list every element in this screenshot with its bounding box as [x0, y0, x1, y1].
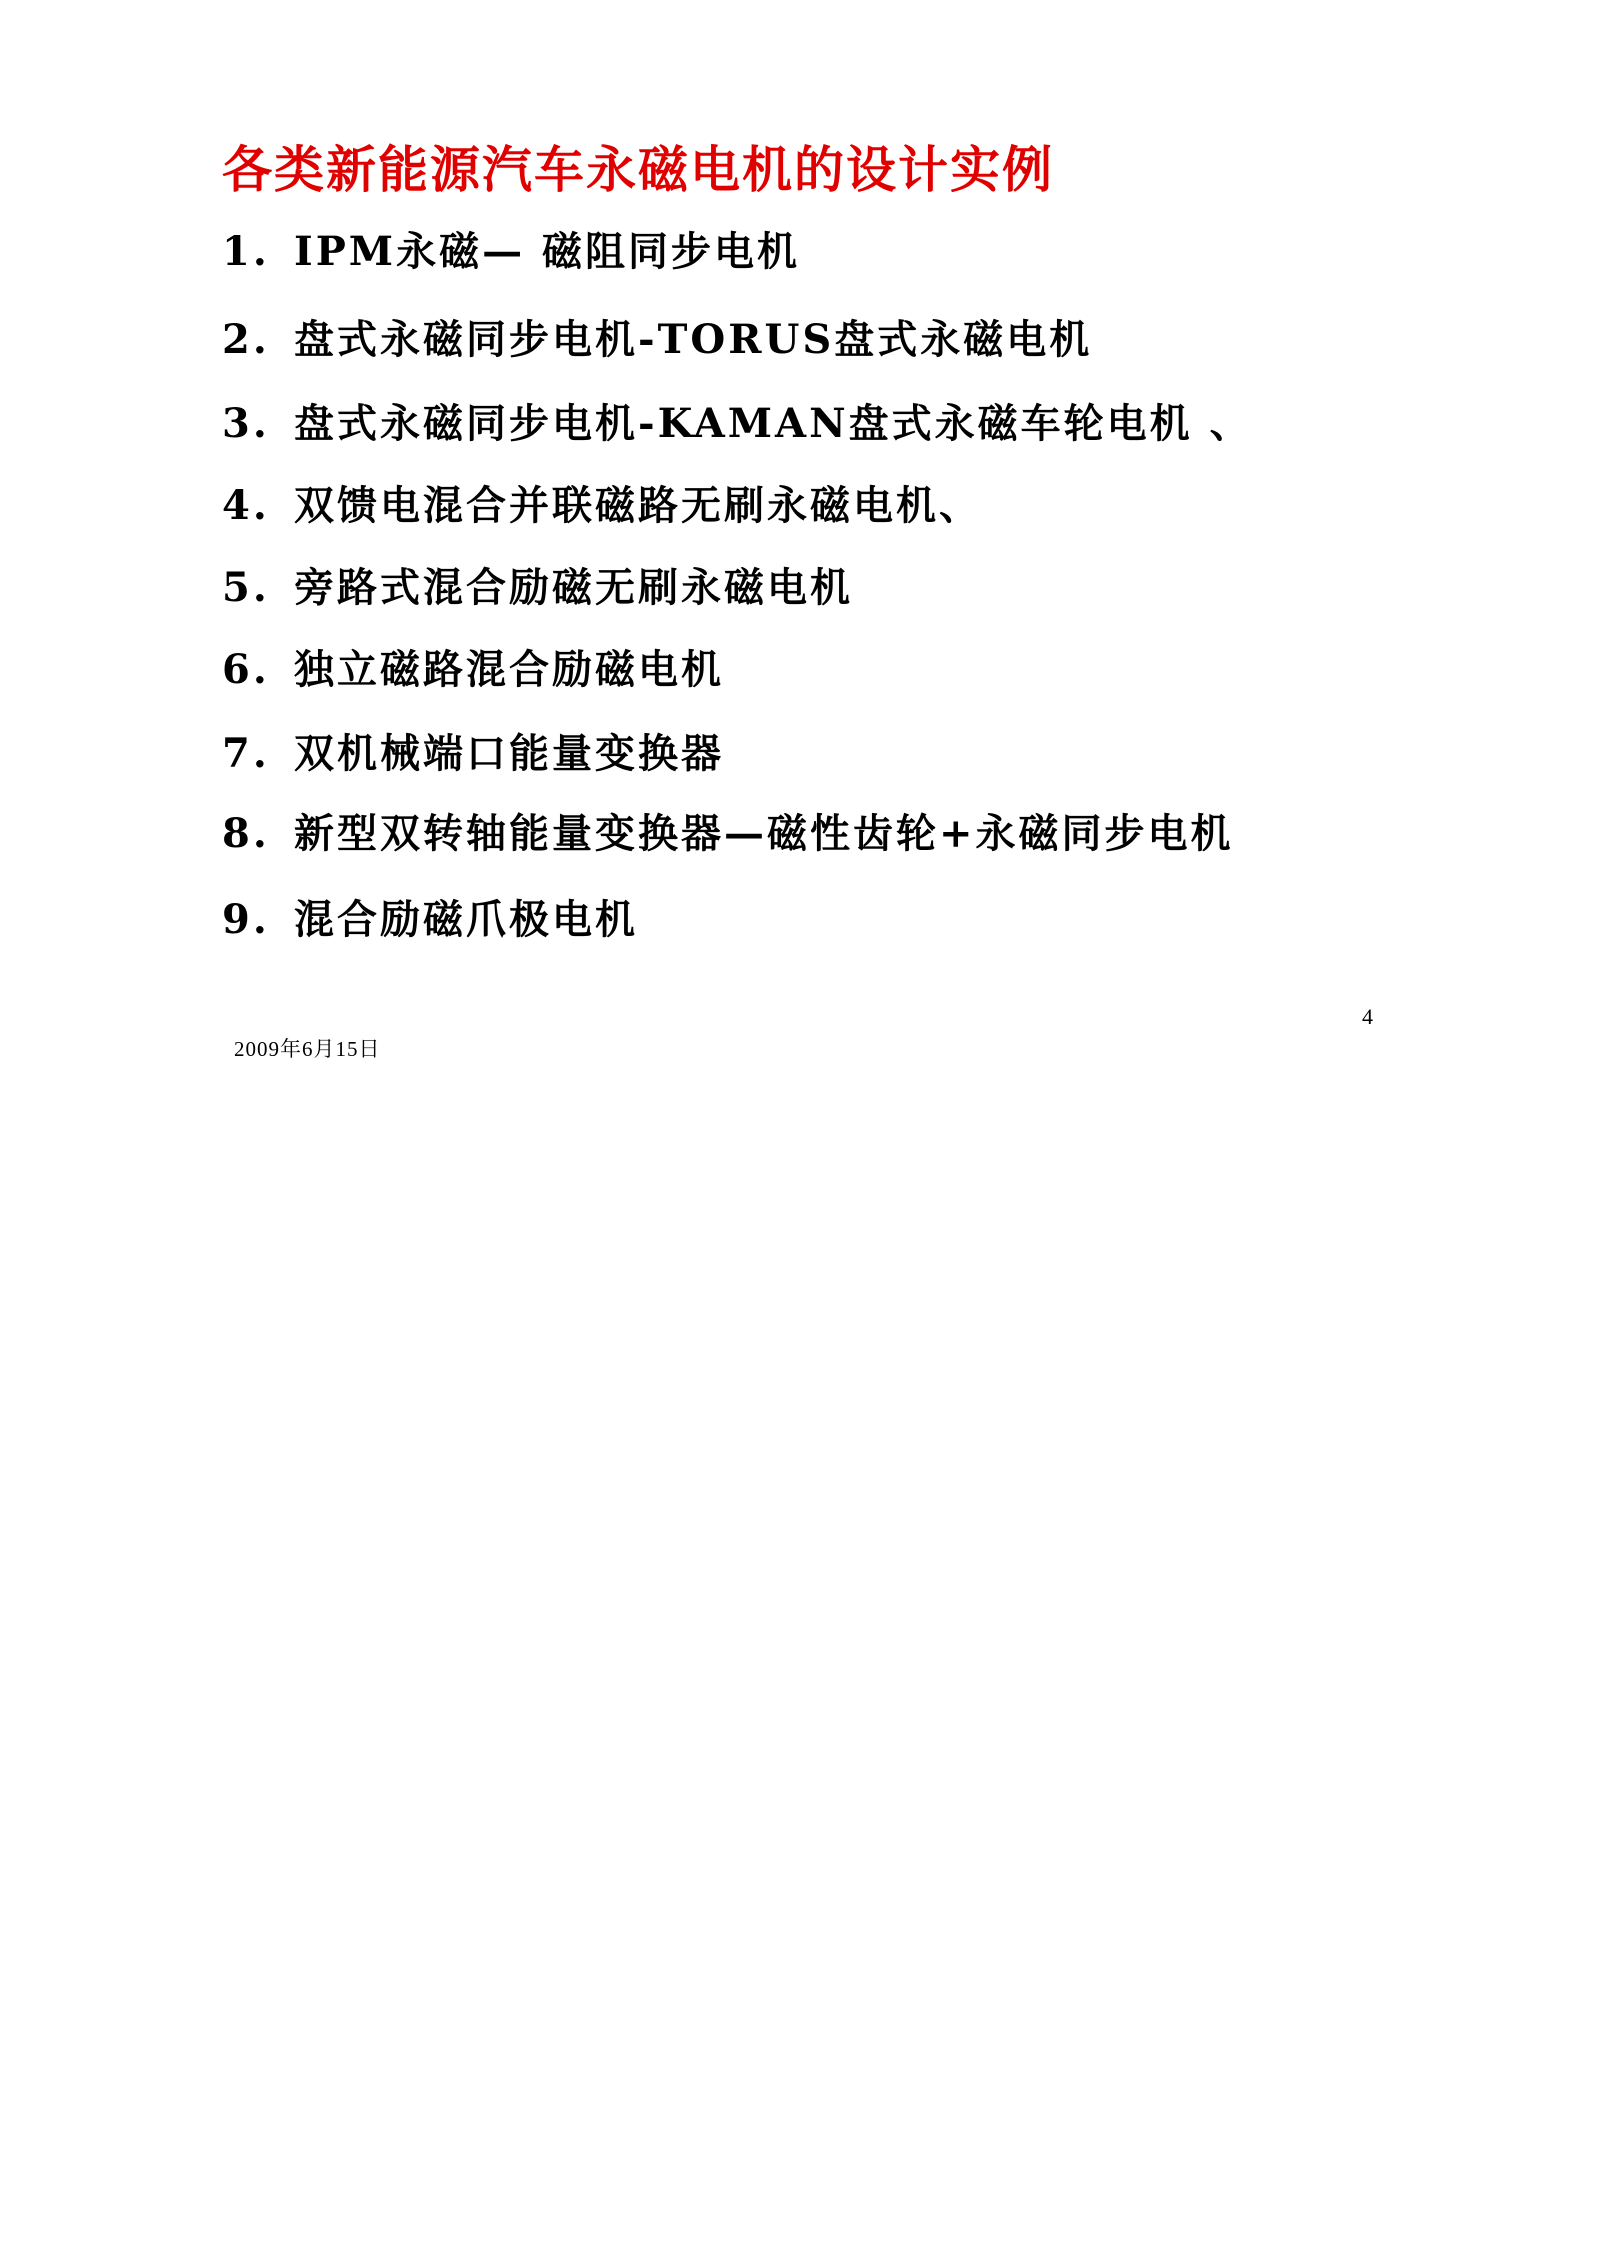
list-item — [222, 896, 638, 944]
footer-date: 2009年6月15日 — [234, 1037, 381, 1061]
list-item-text: 新型双转轴能量变换器—磁性齿轮+永磁同步电机 — [294, 810, 1234, 857]
list-item-text: 盘式永磁同步电机-KAMAN盘式永磁车轮电机 、 — [294, 400, 1253, 447]
list-item — [222, 646, 724, 694]
list-item-number: 2. — [222, 316, 270, 363]
page-title: 各类新能源汽车永磁电机的设计实例 — [222, 140, 1054, 199]
list-item — [222, 810, 1234, 858]
list-item — [222, 482, 982, 530]
list-item-text: 旁路式混合励磁无刷永磁电机 — [294, 564, 853, 611]
list-item-number: 3. — [222, 400, 270, 447]
list-item — [222, 400, 1253, 448]
list-item — [222, 730, 724, 778]
list-item-text: 双机械端口能量变换器 — [294, 730, 724, 777]
list-item-number: 5. — [222, 564, 270, 611]
list-item-number: 8. — [222, 810, 270, 857]
page-number: 4 — [1362, 1004, 1373, 1029]
list-item-number: 6. — [222, 646, 270, 693]
list-item-text: IPM永磁— 磁阻同步电机 — [294, 228, 800, 275]
list-item — [222, 564, 853, 612]
list-item-text: 独立磁路混合励磁电机 — [294, 646, 724, 693]
list-item-text: 混合励磁爪极电机 — [294, 896, 638, 943]
list-item-number: 9. — [222, 896, 270, 943]
list-item-text: 双馈电混合并联磁路无刷永磁电机、 — [294, 482, 982, 529]
list-item-number: 1. — [222, 228, 270, 275]
list-item-number: 7. — [222, 730, 270, 777]
list-item — [222, 228, 800, 276]
list-item-text: 盘式永磁同步电机-TORUS盘式永磁电机 — [294, 316, 1093, 363]
list-item — [222, 316, 1092, 364]
list-item-number: 4. — [222, 482, 270, 529]
